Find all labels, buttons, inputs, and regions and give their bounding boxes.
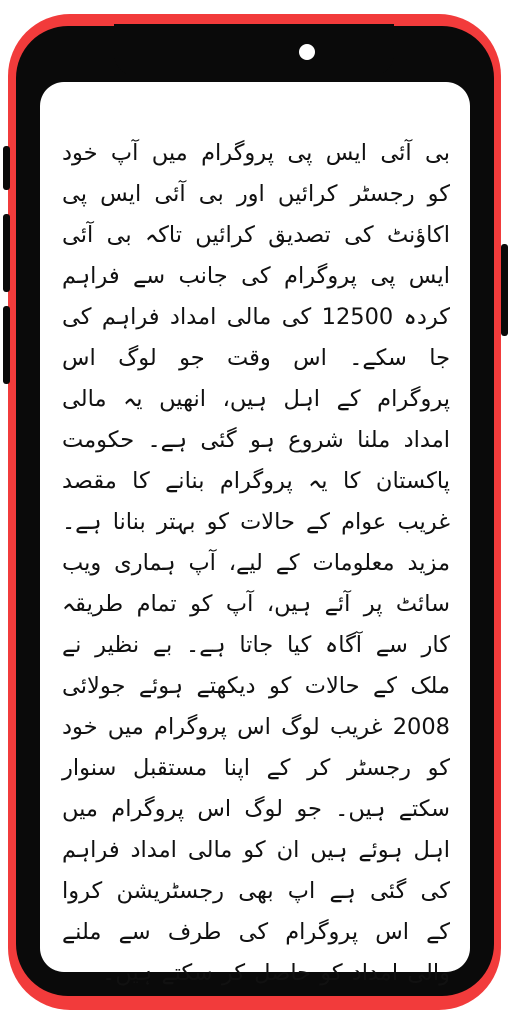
power-button bbox=[501, 244, 508, 336]
volume-up-button bbox=[3, 214, 10, 292]
article-text: بی آئی ایس پی پروگرام میں آپ خود کو رجسٹر کرائیں اور بی آئی ایس پی اکاؤنٹ کی تصدیق کرائیں تاکہ بی آئی ایس پی پروگرام کی جانب سے فراہم کردہ 12500 کی مالی امداد فراہم کی جا سکے۔ اس وقت جو لوگ اس پروگرام کے اہل ہیں، انھیں یہ مالی امداد ملنا شروع ہو گئی ہے۔ حکومت پاکستان کا یہ پروگرام بنانے کا مقصد غریب عوام کے حالات کو بہتر بنانا ہے۔ مزید معلومات کے لیے، آپ ہماری ویب سائٹ پر آئے ہیں، آپ کو تمام طریقہ کار سے آگاہ کیا جاتا ہے۔ بے نظیر نے ملک کے حالات کو دیکھتے ہوئے جولائی 2008 غریب لوگ اس پروگرام میں خود کو رجسٹر کر کے اپنا مستقبل سنوار سکتے ہیں۔ جو لوگ اس پروگرام میں اہل ہوئے ہیں ان کو مالی امداد فراہم کی گئی ہے اپ بھی رجسٹریشن کروا کے اس پروگرام کی طرف سے ملنے والی امداد کو حاصل کر سکتے ہیں۔ bbox=[62, 139, 451, 986]
phone-screen bbox=[40, 82, 470, 986]
mute-switch bbox=[3, 146, 10, 190]
phone-notch bbox=[114, 24, 394, 76]
volume-down-button bbox=[3, 306, 10, 384]
front-camera-icon bbox=[299, 44, 315, 60]
